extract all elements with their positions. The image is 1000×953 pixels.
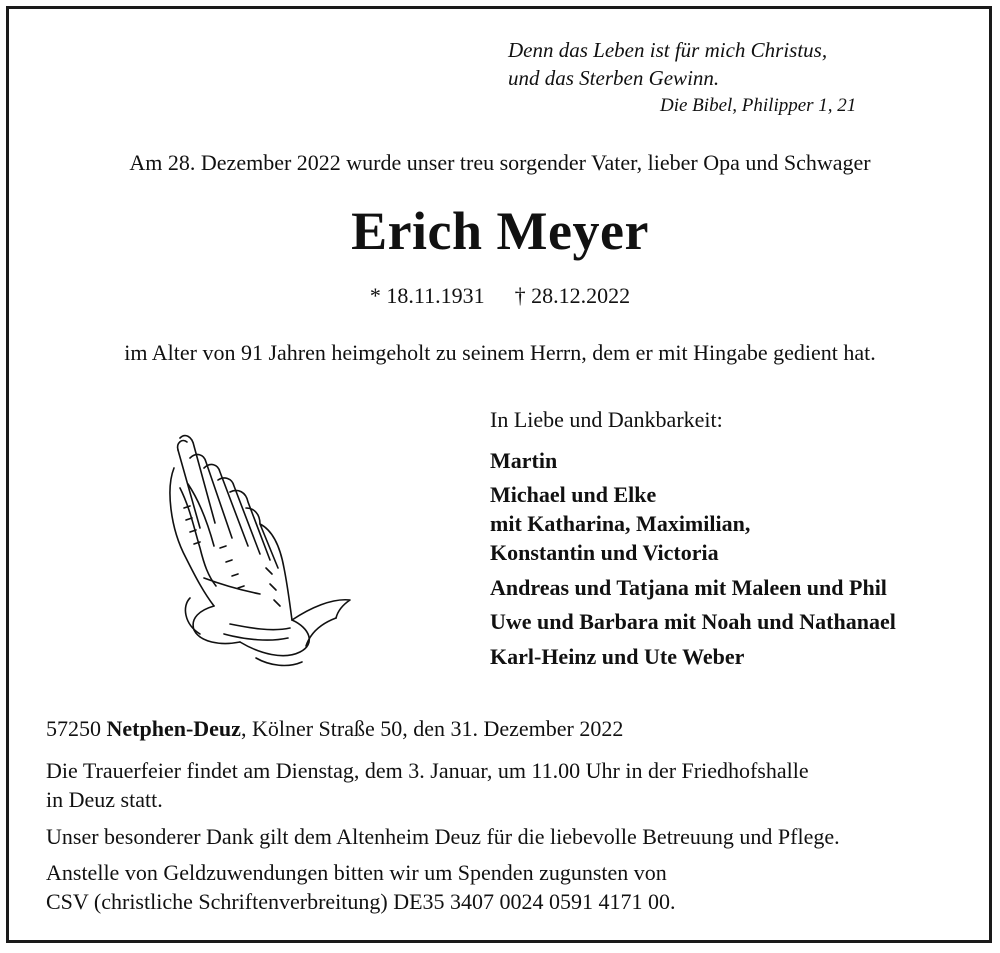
birth-date: * 18.11.1931	[369, 283, 485, 308]
bible-quote	[508, 36, 827, 92]
mourner-entry: Karl-Heinz und Ute Weber	[490, 644, 745, 669]
funeral-info	[46, 756, 809, 814]
quote-source: Die Bibel, Philipper 1, 21	[660, 95, 857, 116]
quote-line-1: Denn das Leben ist für mich Christus,	[508, 38, 828, 62]
donation-line-1: Anstelle von Geldzuwendungen bitten wir um Spenden zugunsten von	[46, 860, 667, 885]
city: Netphen-Deuz	[106, 716, 241, 741]
death-date: † 28.12.2022	[514, 283, 631, 308]
mourner-entry: Andreas und Tatjana mit Maleen und Phil	[490, 575, 887, 600]
age-line: im Alter von 91 Jahren heimgeholt zu seinem Herrn, dem er mit Hingabe gedient hat.	[124, 340, 876, 365]
address-rest: , Kölner Straße 50, den 31. Dezember 2022	[240, 716, 624, 741]
donation-line-2: CSV (christliche Schriftenverbreitung) DE35 3407 0024 0591 4171 00.	[46, 889, 676, 914]
address-line	[46, 714, 623, 743]
deceased-name: Erich Meyer	[351, 201, 649, 261]
postcode: 57250	[46, 716, 101, 741]
mourner-entry: Uwe und Barbara mit Noah und Nathanael	[490, 609, 896, 634]
intro-line: Am 28. Dezember 2022 wurde unser treu sorgender Vater, lieber Opa und Schwager	[129, 150, 871, 175]
mourner-entry: Konstantin und Victoria	[490, 540, 719, 565]
special-thanks: Unser besonderer Dank gilt dem Altenheim Deuz für die liebevolle Betreuung und Pflege.	[46, 824, 840, 849]
mourner-entry: Martin	[490, 448, 558, 473]
praying-hands-icon	[160, 428, 360, 673]
mourner-entry: Michael und Elke	[490, 482, 657, 507]
funeral-line-2: in Deuz statt.	[46, 787, 163, 812]
funeral-line-1: Die Trauerfeier findet am Dienstag, dem 3. Januar, um 11.00 Uhr in der Friedhofshalle	[46, 758, 809, 783]
mourner-entry: mit Katharina, Maximilian,	[490, 511, 751, 536]
life-dates	[0, 283, 1000, 309]
mourners-heading: In Liebe und Dankbarkeit:	[490, 407, 723, 432]
donation-info	[46, 858, 676, 916]
quote-line-2: und das Sterben Gewinn.	[508, 66, 720, 90]
